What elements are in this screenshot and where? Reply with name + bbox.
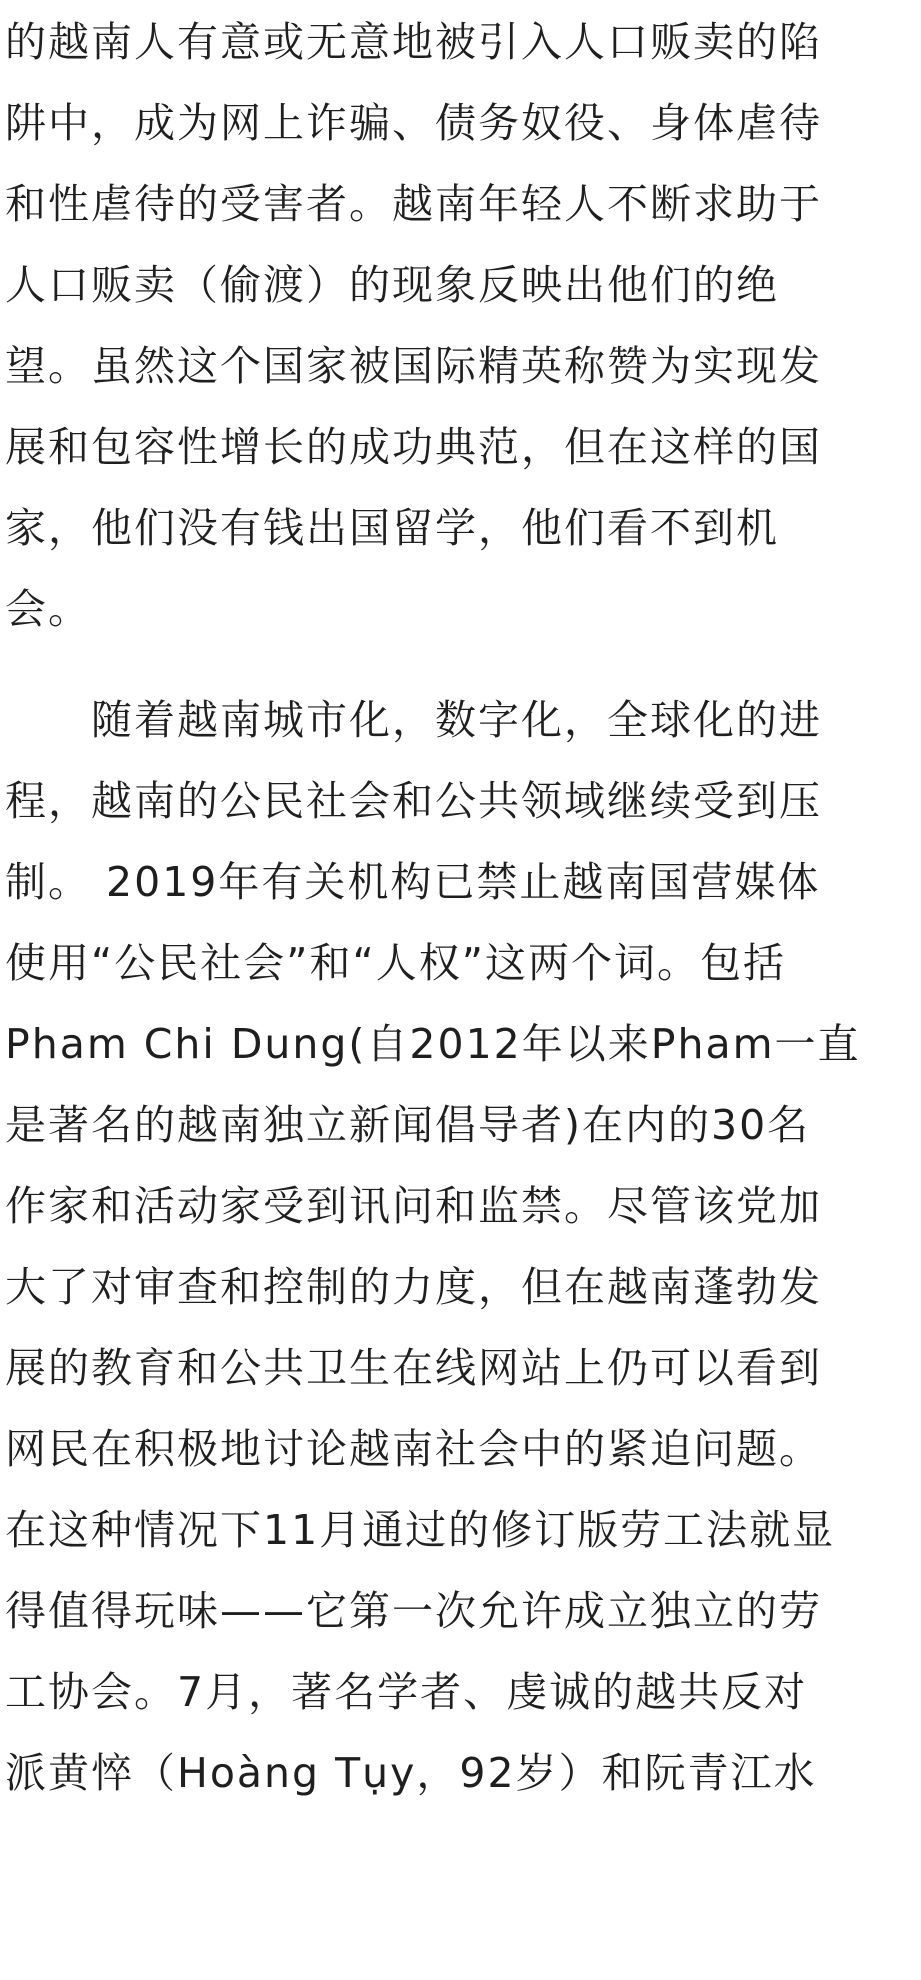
text-line: 展和包容性增长的成功典范，但在这样的国 (5, 423, 822, 471)
text-line: 在这种情况下11月通过的修订版劳工法就显 (5, 1506, 836, 1554)
text-line: 程，越南的公民社会和公共领域继续受到压 (5, 777, 822, 825)
text-line: 大了对审查和控制的力度，但在越南蓬勃发 (5, 1263, 822, 1311)
text-line: 的越南人有意或无意地被引入人口贩卖的陷 (5, 18, 822, 66)
text-line: 家，他们没有钱出国留学，他们看不到机 (5, 504, 779, 552)
text-line: 会。 (5, 585, 91, 633)
text-line: 得值得玩味——它第一次允许成立独立的劳 (5, 1587, 822, 1635)
text-line: 是著名的越南独立新闻倡导者)在内的30名 (5, 1101, 811, 1149)
text-line: 使用“公民社会”和“人权”这两个词。包括 (5, 939, 786, 987)
text-line: 阱中，成为网上诈骗、债务奴役、身体虐待 (5, 99, 822, 147)
text-line: 作家和活动家受到讯问和监禁。尽管该党加 (5, 1182, 822, 1230)
text-line: 人口贩卖（偷渡）的现象反映出他们的绝 (5, 261, 779, 309)
text-line: 和性虐待的受害者。越南年轻人不断求助于 (5, 180, 822, 228)
text-line: 工协会。7月，著名学者、虔诚的越共反对 (5, 1668, 808, 1716)
text-line: 望。虽然这个国家被国际精英称赞为实现发 (5, 342, 822, 390)
text-line: 展的教育和公共卫生在线网站上仍可以看到 (5, 1344, 822, 1392)
text-line (5, 1824, 921, 1884)
text-line: Pham Chi Dung(自2012年以来Pham一直 (5, 1020, 861, 1068)
text-line: 随着越南城市化，数字化，全球化的进 (5, 696, 822, 744)
text-line: 制。 2019年有关机构已禁止越南国营媒体 (5, 858, 821, 906)
text-line: 派黄悴（Hoàng Tụy，92岁）和阮青江水 (5, 1749, 817, 1797)
text-line: 网民在积极地讨论越南社会中的紧迫问题。 (5, 1425, 822, 1473)
